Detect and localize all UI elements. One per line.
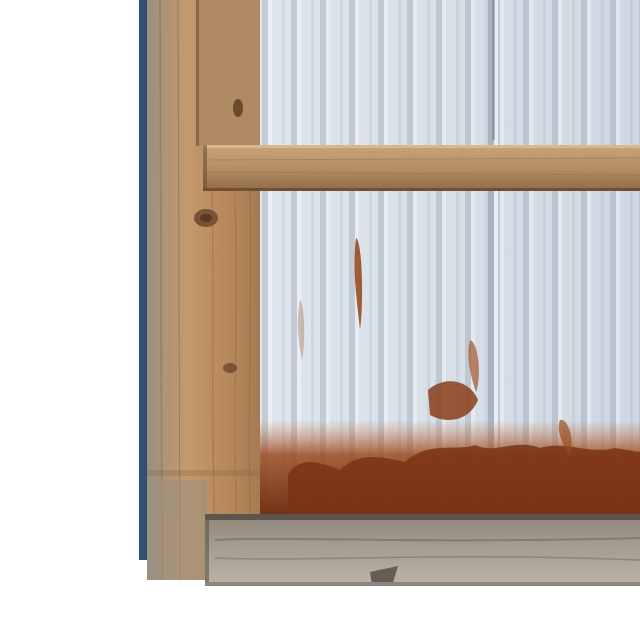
metal-panel (258, 0, 640, 520)
wood-crossbar (203, 145, 640, 191)
wood-knot (223, 363, 237, 373)
wood-post (147, 0, 260, 580)
wood-sill (205, 514, 640, 586)
